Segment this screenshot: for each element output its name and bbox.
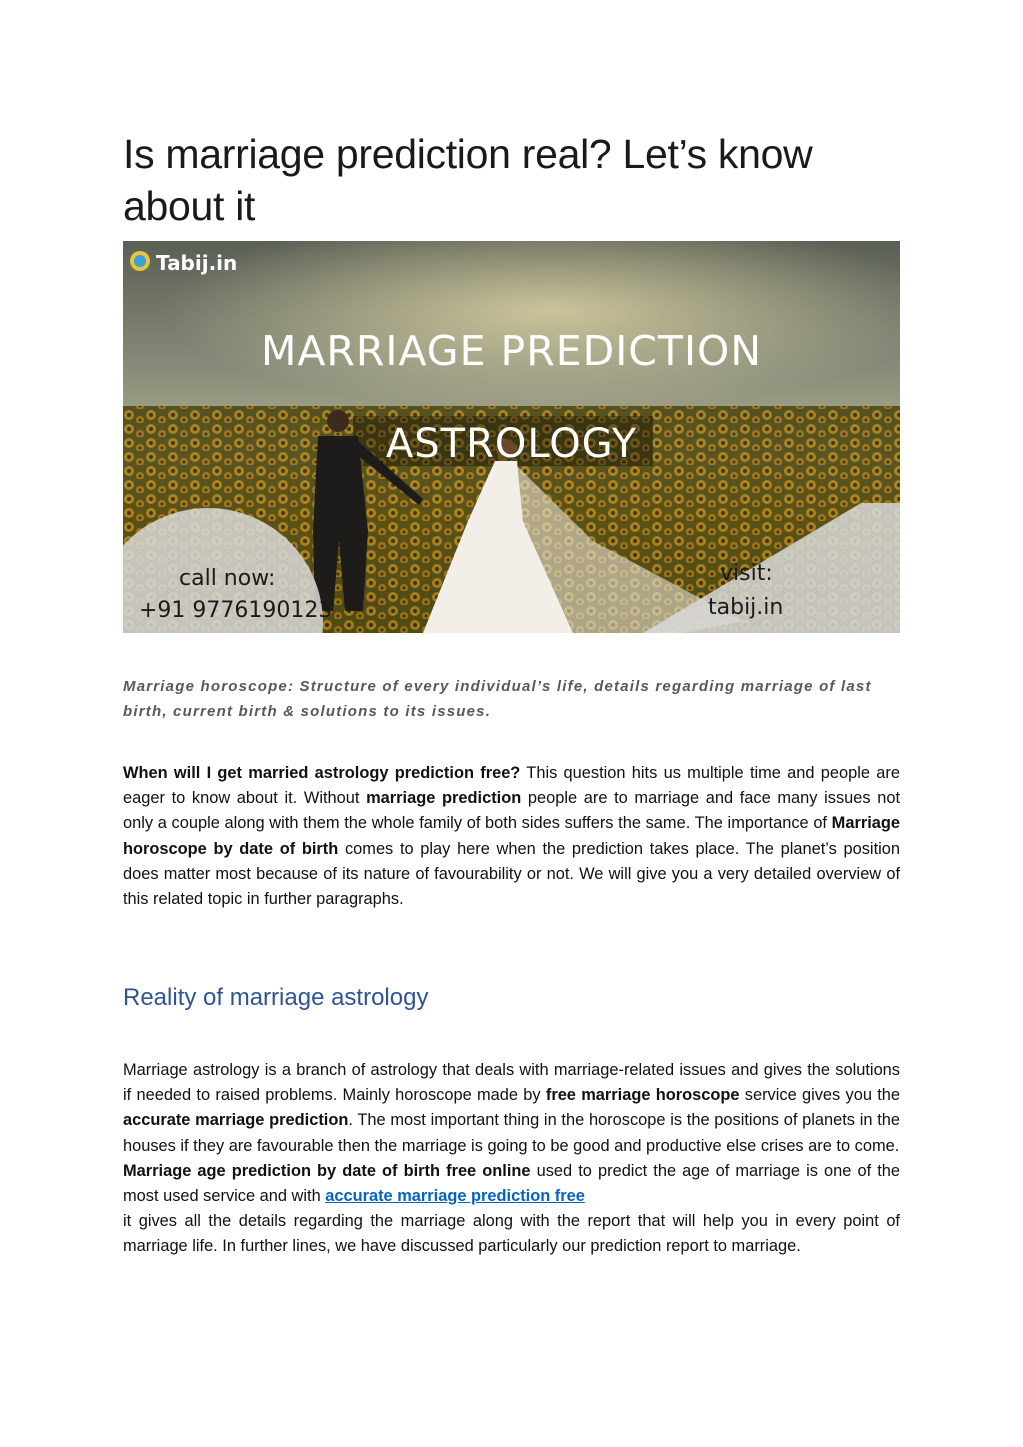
text-run: . The most important thing in the horoscope is the positions of planets in the houses if they are favourable then the marriage is going to be good and productive else crises are to come. xyxy=(123,1111,900,1155)
bold-phrase: When will I get married astrology prediction free? xyxy=(123,764,521,782)
text-run: it gives all the details regarding the marriage along with the report that will help you in every point of marriage life. In further lines, we have discussed particularly our prediction report to marriage. xyxy=(123,1212,900,1256)
marriage-prediction-banner-image xyxy=(123,241,900,633)
bold-phrase: accurate marriage prediction xyxy=(123,1111,349,1130)
text-run: comes to play here when the prediction takes place. The planet’s position does matter most because of its nature of favourability or not. We will give you a very detailed overview of this related topic in further paragraphs. xyxy=(123,839,901,909)
banner-call-label: call now: xyxy=(179,566,276,591)
bold-phrase: Marriage age prediction by date of birth free online xyxy=(123,1161,531,1180)
reality-paragraph xyxy=(123,1058,900,1260)
bold-phrase: free marriage horoscope xyxy=(545,1086,740,1105)
intro-paragraph xyxy=(123,761,900,912)
text-run: used to predict the age of marriage is one of the most used service and with xyxy=(123,1161,900,1206)
accurate-prediction-link[interactable]: accurate marriage prediction free xyxy=(325,1187,585,1206)
banner-heading-line1: MARRIAGE PREDICTION xyxy=(260,327,762,375)
page-title: Is marriage prediction real? Let’s know about it xyxy=(123,131,813,229)
text-run: people are to marriage and face many issues not only a couple along with them the whole family of both sides suffers the same. The importance of xyxy=(123,789,901,833)
text-run: Marriage astrology is a branch of astrology that deals with marriage-related issues and gives the solutions if needed to raised problems. Mainly horoscope made by xyxy=(123,1061,900,1105)
section-heading: Reality of marriage astrology xyxy=(123,984,429,1011)
bold-phrase: Marriage horoscope by date of birth xyxy=(123,814,900,858)
bold-phrase: marriage prediction xyxy=(366,789,522,808)
image-caption: Marriage horoscope: Structure of every individual’s life, details regarding marriage of last birth, current birth & solutions to its issues. xyxy=(123,678,872,720)
text-run: service gives you the xyxy=(739,1086,901,1105)
banner-visit-url: tabij.in xyxy=(708,595,784,620)
banner-call-number: +91 9776190123 xyxy=(139,598,333,623)
banner-visit-label: visit: xyxy=(720,561,773,586)
tabij-logo-text: Tabij.in xyxy=(156,251,238,275)
banner-heading-line2: ASTROLOGY xyxy=(385,421,638,467)
text-run: This question hits us multiple time and people are eager to know about it. Without xyxy=(123,764,900,808)
